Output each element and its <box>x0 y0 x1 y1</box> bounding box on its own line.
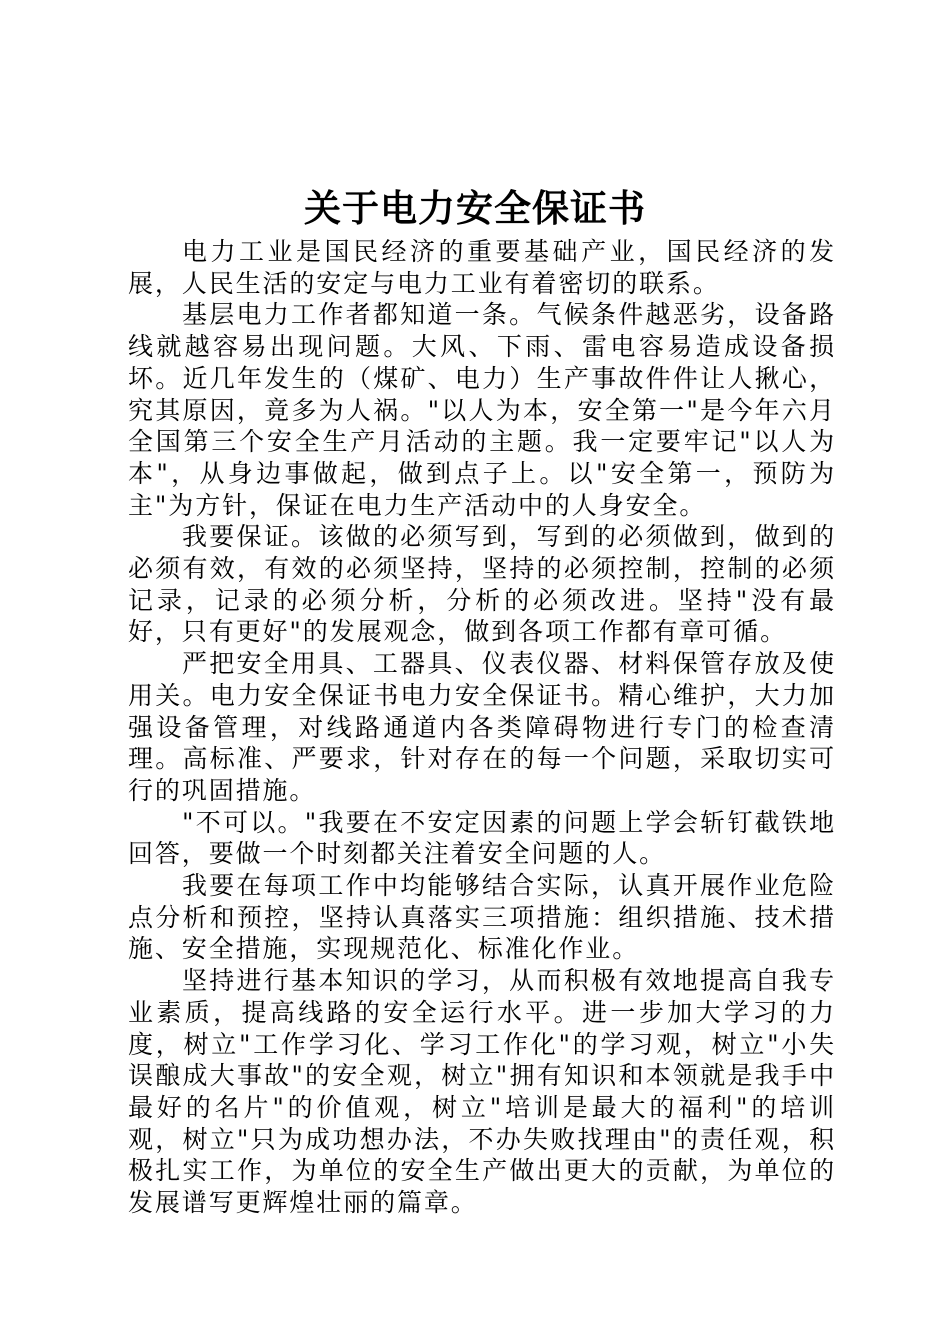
paragraph: 基层电力工作者都知道一条。气候条件越恶劣，设备路线就越容易出现问题。大风、下雨、雷电容易造成设备损坏。近几年发生的（煤矿、电力）生产事故件件让人揪心，究其原因，竟多为人祸。"以人为本，安全第一"是今年六月全国第三个安全生产月活动的主题。我一定要牢记"以人为本"，从身边事做起，做到点子上。以"安全第一，预防为主"为方针，保证在电力生产活动中的人身安全。 <box>128 300 836 520</box>
paragraph: 坚持进行基本知识的学习，从而积极有效地提高自我专业素质，提高线路的安全运行水平。进一步加大学习的力度，树立"工作学习化、学习工作化"的学习观，树立"小失误酿成大事故"的安全观，树立"拥有知识和本领就是我手中最好的名片"的价值观，树立"培训是最大的福利"的培训观，树立"只为成功想办法，不办失败找理由"的责任观，积极扎实工作，为单位的安全生产做出更大的贡献，为单位的发展谱写更辉煌壮丽的篇章。 <box>128 966 836 1218</box>
paragraph: 电力工业是国民经济的重要基础产业，国民经济的发展，人民生活的安定与电力工业有着密切的联系。 <box>128 237 836 298</box>
document-title: 关于电力安全保证书 <box>304 186 646 230</box>
paragraph: 严把安全用具、工器具、仪表仪器、材料保管存放及使用关。电力安全保证书电力安全保证书。精心维护，大力加强设备管理，对线路通道内各类障碍物进行专门的检查清理。高标准、严要求，针对存在的每一个问题，采取切实可行的巩固措施。 <box>128 649 836 805</box>
paragraph: 我要保证。该做的必须写到，写到的必须做到，做到的必须有效，有效的必须坚持，坚持的必须控制，控制的必须记录，记录的必须分析，分析的必须改进。坚持"没有最好，只有更好"的发展观念，做到各项工作都有章可循。 <box>128 522 836 647</box>
paragraph: 我要在每项工作中均能够结合实际，认真开展作业危险点分析和预控，坚持认真落实三项措施：组织措施、技术措施、安全措施，实现规范化、标准化作业。 <box>128 871 836 964</box>
paragraph: "不可以。"我要在不安定因素的问题上学会斩钉截铁地回答，要做一个时刻都关注着安全问题的人。 <box>128 807 836 869</box>
document-body <box>128 236 836 1219</box>
